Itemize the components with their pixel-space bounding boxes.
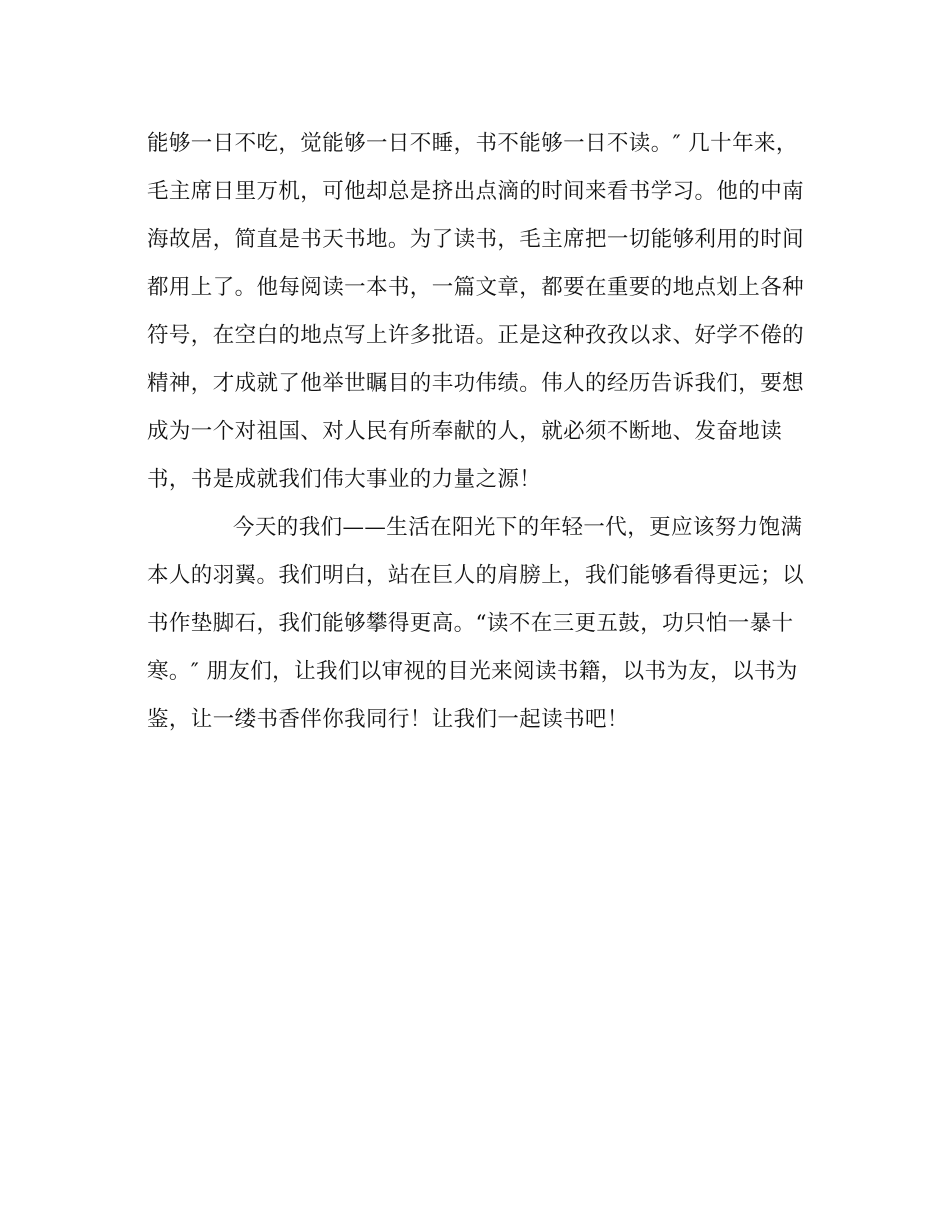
text-line: 成为一个对祖国、对人民有所奉献的人，就必须不断地、发奋地读 bbox=[147, 419, 783, 444]
text-line: 能够一日不吃，觉能够一日不睡，书不能够一日不读。″ 几十年来， bbox=[147, 131, 798, 156]
text-line-indented: 今天的我们——生活在阳光下的年轻一代，更应该努力饱满 bbox=[233, 515, 803, 540]
text-line: 符号，在空白的地点写上许多批语。正是这种孜孜以求、好学不倦的 bbox=[147, 323, 805, 348]
paragraph-2 bbox=[147, 508, 807, 748]
text-line: 都用上了。他每阅读一本书，一篇文章，都要在重要的地点划上各种 bbox=[147, 275, 805, 300]
text-line: 寒。″ 朋友们，让我们以审视的目光来阅读书籍，以书为友，以书为 bbox=[147, 659, 798, 684]
paragraph-1 bbox=[147, 124, 807, 508]
text-line: 书作垫脚石，我们能够攀得更高。“读不在三更五鼓，功只怕一暴十 bbox=[147, 611, 794, 636]
text-line: 书，书是成就我们伟大事业的力量之源！ bbox=[147, 467, 542, 492]
text-line: 精神，才成就了他举世瞩目的丰功伟绩。伟人的经历告诉我们，要想 bbox=[147, 371, 805, 396]
text-line: 毛主席日里万机，可他却总是挤出点滴的时间来看书学习。他的中南 bbox=[147, 179, 805, 204]
text-line: 海故居，简直是书天书地。为了读书，毛主席把一切能够利用的时间 bbox=[147, 227, 805, 252]
text-line: 鉴，让一缕书香伴你我同行！让我们一起读书吧！ bbox=[147, 707, 629, 732]
text-line: 本人的羽翼。我们明白，站在巨人的肩膀上，我们能够看得更远；以 bbox=[147, 563, 805, 588]
